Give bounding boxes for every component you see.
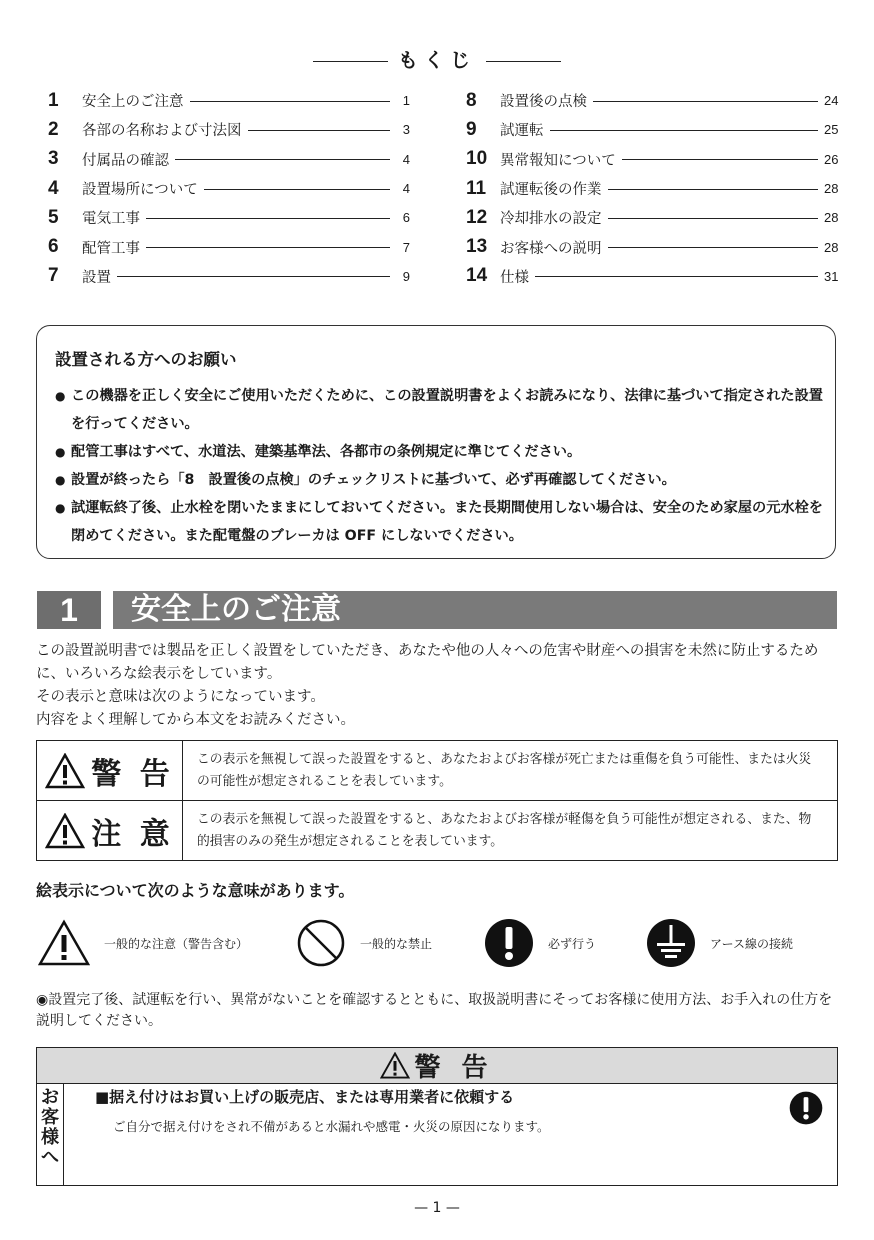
- toc-item: [48, 262, 410, 291]
- pictogram-prohibition: [296, 918, 432, 968]
- caution-triangle-icon: [380, 1052, 410, 1079]
- signal-text-caution: この表示を無視して誤った設置をすると、あなたおよびお客様が軽傷を負う可能性が想定される、また、物的損害のみの発生が想定されることを表しています。: [197, 811, 812, 849]
- pictogram-label: 必ず行う: [548, 936, 597, 951]
- signal-row-warning: [37, 741, 837, 800]
- toc-item-number: 9: [466, 118, 477, 140]
- signal-word-table: [36, 740, 838, 861]
- toc-item-label: 試運転後の作業: [500, 182, 602, 199]
- toc-leader-line: [608, 247, 819, 248]
- toc-item-page: 28: [824, 210, 839, 226]
- toc-item-label: 電気工事: [82, 211, 140, 228]
- warning-header-label: 警 告: [414, 1053, 494, 1083]
- toc-item: [466, 115, 838, 144]
- toc-item: [466, 145, 838, 174]
- request-item: ● 設置が終ったら「8 設置後の点検」のチェックリストに基づいて、必ず再確認してください。: [55, 466, 825, 494]
- signal-row-caution: [37, 800, 837, 860]
- toc-item-number: 7: [48, 265, 59, 287]
- toc-item-number: 10: [466, 148, 488, 170]
- signal-text-warning: この表示を無視して誤った設置をすると、あなたおよびお客様が死亡または重傷を負う可能性、または火災の可能性が想定されることを表しています。: [197, 751, 812, 789]
- toc-leader-line: [204, 189, 390, 190]
- toc-item-label: 各部の名称および寸法図: [82, 123, 242, 140]
- toc-item-page: 4: [402, 151, 410, 167]
- toc-item-page: 7: [402, 239, 410, 255]
- toc-item: [48, 232, 410, 261]
- toc-leader-line: [146, 247, 390, 248]
- warning-sub-text: ご自分で据え付けをされ不備があると水漏れや感電・火災の原因になります。: [113, 1119, 550, 1134]
- intro-line: その表示と意味は次のようになっています。: [36, 689, 325, 705]
- toc-leader-line: [535, 276, 818, 277]
- toc-left-column: [48, 86, 410, 291]
- intro-line: 内容をよく理解してから本文をお読みください。: [36, 712, 355, 728]
- toc-leader-line: [622, 159, 818, 160]
- toc-item-page: 1: [402, 93, 410, 109]
- toc-item-number: 6: [48, 236, 59, 258]
- toc-item: [48, 174, 410, 203]
- section-title: 安全上のご注意: [113, 591, 837, 629]
- toc-item-number: 12: [466, 206, 488, 228]
- pictogram-ground: [646, 918, 793, 968]
- toc-item-label: 冷却排水の設定: [500, 211, 602, 228]
- toc-item: [48, 203, 410, 232]
- toc-item-page: 4: [402, 181, 410, 197]
- toc-item-page: 28: [824, 239, 839, 255]
- toc-item-label: 仕様: [500, 269, 529, 286]
- caution-triangle-icon: [38, 919, 90, 967]
- toc-item-number: 14: [466, 265, 488, 287]
- section-number: 1: [37, 591, 101, 629]
- mandatory-icon: [484, 918, 534, 968]
- mandatory-icon: [789, 1091, 823, 1125]
- warning-table: [36, 1047, 838, 1186]
- toc-item: [466, 262, 838, 291]
- toc-item-number: 11: [466, 177, 487, 199]
- toc-item-number: 2: [48, 118, 59, 140]
- toc-leader-line: [248, 130, 391, 131]
- toc-item-page: 6: [402, 210, 410, 226]
- toc-item-page: 25: [824, 122, 839, 138]
- request-item: ● この機器を正しく安全にご使用いただくために、この設置説明書をよくお読みになり、法律に基づいて指定された設置を行ってください。: [55, 382, 825, 438]
- toc-item-label: 付属品の確認: [82, 152, 169, 169]
- toc-item: [466, 174, 838, 203]
- toc-item-label: 異常報知について: [500, 152, 616, 169]
- toc-leader-line: [550, 130, 819, 131]
- toc-right-column: [466, 86, 838, 291]
- prohibition-icon: [296, 918, 346, 968]
- toc-item-page: 24: [824, 93, 839, 109]
- request-item: ● 配管工事はすべて、水道法、建築基準法、各都市の条例規定に準じてください。: [55, 438, 825, 466]
- caution-triangle-icon: [45, 813, 85, 849]
- toc-item-number: 4: [48, 177, 59, 199]
- toc-item-number: 5: [48, 206, 59, 228]
- installer-request-box: [36, 325, 836, 559]
- toc-item: [48, 145, 410, 174]
- toc-item: [466, 203, 838, 232]
- signal-label-warning: 警 告: [91, 756, 174, 792]
- toc-item: [466, 232, 838, 261]
- pictogram-caution: [38, 918, 248, 968]
- signal-label-caution: 注 意: [91, 816, 174, 852]
- toc-item-label: 設置後の点検: [500, 94, 587, 111]
- toc-item: [48, 115, 410, 144]
- warning-header: [37, 1048, 837, 1084]
- caution-triangle-icon: [45, 753, 85, 789]
- request-list: [55, 382, 825, 550]
- toc-item-page: 3: [402, 122, 410, 138]
- request-item: ● 試運転終了後、止水栓を閉いたままにしておいてください。また長期間使用しない場合は、安全のため家屋の元水栓を閉めてください。また配電盤のブレーカは OFF にしないでください。: [55, 494, 825, 550]
- ground-icon: [646, 918, 696, 968]
- toc-leader-line: [146, 218, 390, 219]
- installation-note: ◉設置完了後、試運転を行い、異常がないことを確認するとともに、取扱説明書にそってお客様に使用方法、お手入れの仕方を説明してください。: [36, 992, 833, 1029]
- toc-leader-line: [608, 218, 819, 219]
- warning-side-label: お 客 様 へ: [37, 1084, 64, 1185]
- pictogram-title: 絵表示について次のような意味があります。: [36, 881, 355, 900]
- toc-item-page: 31: [824, 268, 839, 284]
- pictogram-label: アース線の接続: [710, 936, 794, 951]
- toc-item-number: 3: [48, 148, 59, 170]
- toc-leader-line: [190, 101, 391, 102]
- toc-item-page: 28: [824, 181, 839, 197]
- toc-title: もくじ: [0, 44, 874, 73]
- toc-item-page: 26: [824, 151, 839, 167]
- toc-item-label: 配管工事: [82, 240, 140, 257]
- toc-leader-line: [117, 276, 390, 277]
- toc-item-page: 9: [402, 268, 410, 284]
- section-intro: [36, 640, 846, 732]
- warning-main-text: ■据え付けはお買い上げの販売店、または専用業者に依頼する: [95, 1088, 515, 1106]
- request-title: 設置される方へのお願い: [55, 350, 237, 369]
- toc-leader-line: [593, 101, 818, 102]
- toc-item-number: 13: [466, 236, 488, 258]
- toc-item-label: 試運転: [500, 123, 544, 140]
- toc-item-label: 設置場所について: [82, 182, 198, 199]
- toc-leader-line: [608, 189, 819, 190]
- toc-item-label: 安全上のご注意: [82, 94, 184, 111]
- page-number: — 1 —: [414, 1200, 460, 1216]
- toc-leader-line: [175, 159, 390, 160]
- toc-item-number: 1: [48, 89, 59, 111]
- toc-item-label: お客様への説明: [500, 240, 602, 257]
- intro-line: この設置説明書では製品を正しく設置をしていただき、あなたや他の人々への危害や財産への損害を未然に防止するために、いろいろな絵表示をしています。: [36, 643, 819, 682]
- toc-item: [48, 86, 410, 115]
- pictogram-label: 一般的な禁止: [360, 936, 433, 951]
- toc-item-number: 8: [466, 89, 477, 111]
- toc-item: [466, 86, 838, 115]
- pictogram-mandatory: [484, 918, 596, 968]
- toc-item-label: 設置: [82, 269, 111, 286]
- pictogram-label: 一般的な注意（警告含む）: [104, 936, 249, 951]
